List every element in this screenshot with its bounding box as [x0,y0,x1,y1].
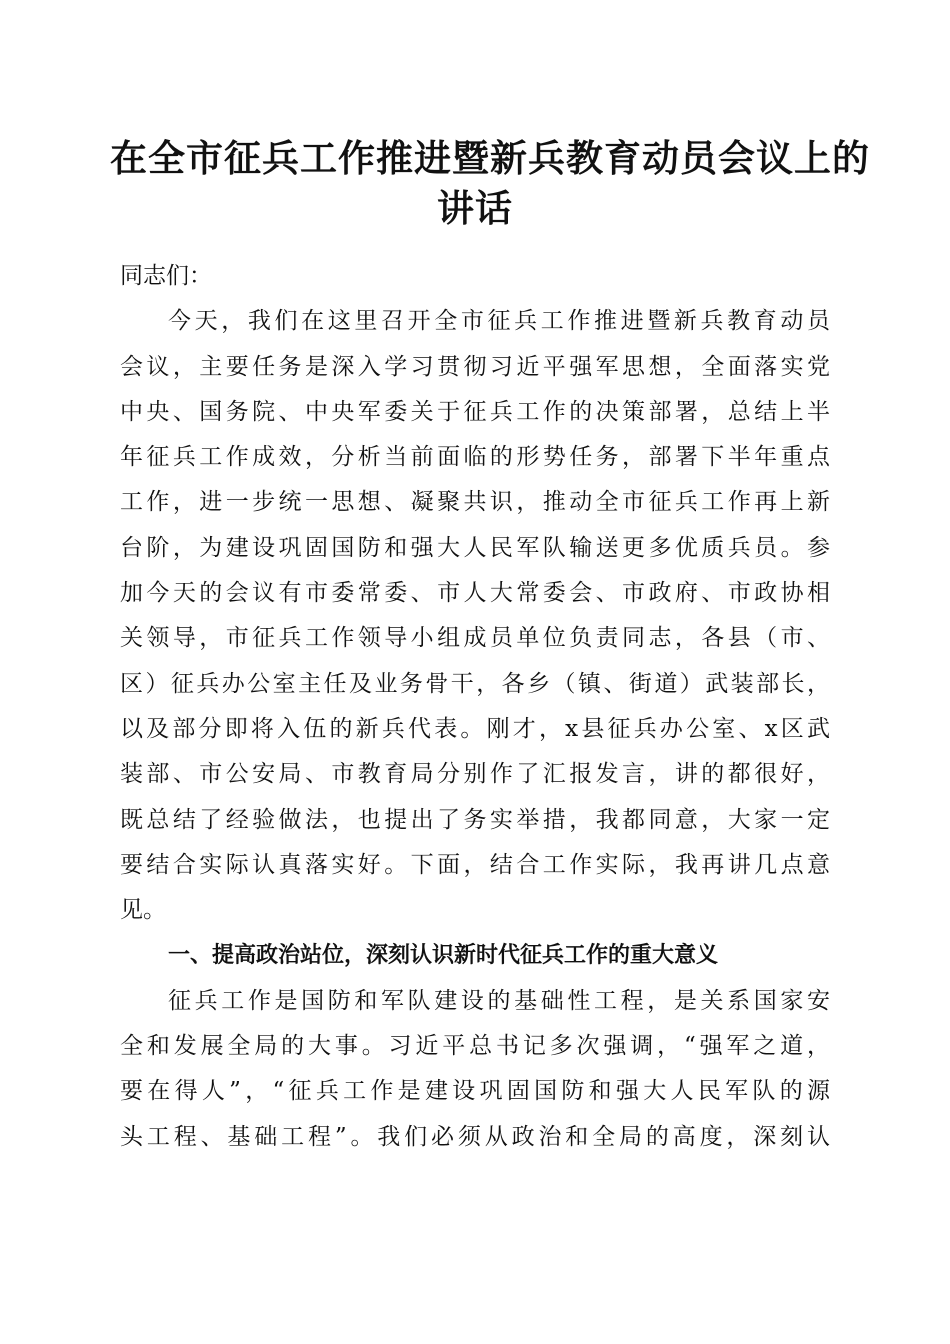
paragraph-1-line: 中央、国务院、中央军委关于征兵工作的决策部署，总结上半 [120,398,830,425]
paragraph-1-line: 台阶，为建设巩固国防和强大人民军队输送更多优质兵员。参 [120,534,830,561]
paragraph-1-line: 区）征兵办公室主任及业务骨干，各乡（镇、街道）武装部长， [120,670,830,697]
paragraph-1-line: 年征兵工作成效，分析当前面临的形势任务，部署下半年重点 [120,444,830,471]
paragraph-2-line: 征兵工作是国防和军队建设的基础性工程，是关系国家安 [168,987,830,1014]
paragraph-1-line: 以及部分即将入伍的新兵代表。刚才，x县征兵办公室、x区武 [120,715,830,742]
paragraph-1-line: 今天，我们在这里召开全市征兵工作推进暨新兵教育动员 [168,308,830,335]
paragraph-1-line: 见。 [120,897,166,924]
paragraph-1-line: 要结合实际认真落实好。下面，结合工作实际，我再讲几点意 [120,851,830,878]
title-line-2: 讲话 [437,186,513,230]
paragraph-2-line: 头工程、基础工程”。我们必须从政治和全局的高度，深刻认 [120,1123,830,1150]
title-line-1: 在全市征兵工作推进暨新兵教育动员会议上的 [110,136,870,180]
paragraph-2-line: 要在得人”，“征兵工作是建设巩固国防和强大人民军队的源 [120,1078,830,1105]
paragraph-1-line: 会议，主要任务是深入学习贯彻习近平强军思想，全面落实党 [120,353,830,380]
salutation: 同志们： [120,263,212,289]
paragraph-1-line: 关领导，市征兵工作领导小组成员单位负责同志，各县（市、 [120,625,830,652]
paragraph-1-line: 既总结了经验做法，也提出了务实举措，我都同意，大家一定 [120,806,830,833]
document-title [110,133,870,233]
section-1-heading: 一、提高政治站位，深刻认识新时代征兵工作的重大意义 [168,943,719,969]
paragraph-2-line: 全和发展全局的大事。习近平总书记多次强调，“强军之道， [120,1033,830,1060]
paragraph-1-line: 装部、市公安局、市教育局分别作了汇报发言，讲的都很好， [120,761,830,788]
paragraph-1-line: 工作，进一步统一思想、凝聚共识，推动全市征兵工作再上新 [120,489,830,516]
document-body [120,254,830,1160]
paragraph-1-line: 加今天的会议有市委常委、市人大常委会、市政府、市政协相 [120,580,830,607]
